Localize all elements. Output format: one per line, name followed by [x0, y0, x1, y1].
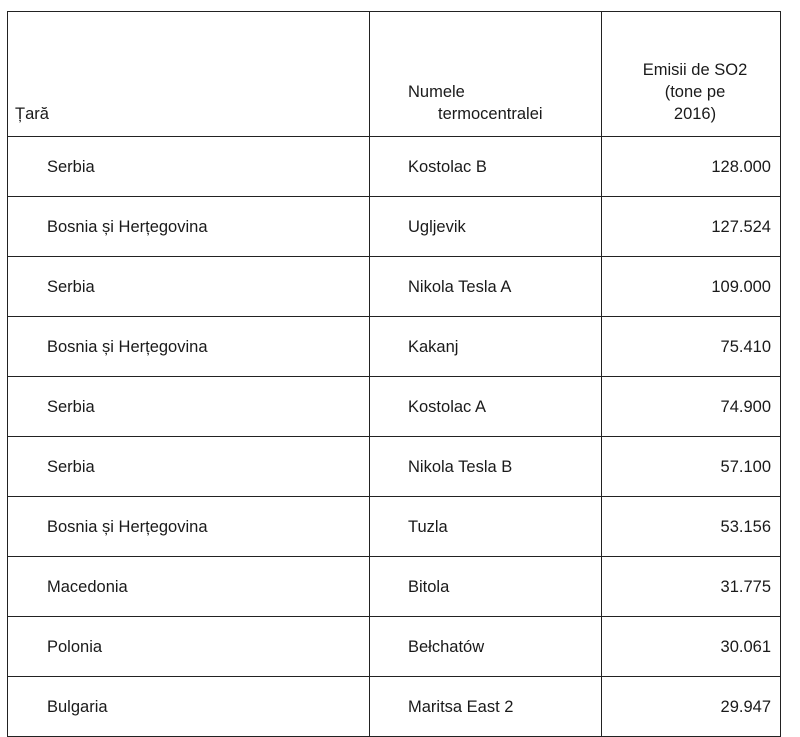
cell-emissions: 109.000 — [602, 257, 781, 317]
header-plant-line-2: termocentralei — [438, 105, 543, 123]
cell-country: Bosnia și Herțegovina — [8, 317, 370, 377]
cell-plant: Nikola Tesla B — [370, 437, 602, 497]
cell-emissions: 127.524 — [602, 197, 781, 257]
cell-plant: Maritsa East 2 — [370, 677, 602, 737]
cell-plant: Bełchatów — [370, 617, 602, 677]
cell-country: Serbia — [8, 257, 370, 317]
cell-plant: Kostolac A — [370, 377, 602, 437]
cell-country: Serbia — [8, 437, 370, 497]
cell-emissions: 31.775 — [602, 557, 781, 617]
cell-emissions: 29.947 — [602, 677, 781, 737]
cell-plant: Nikola Tesla A — [370, 257, 602, 317]
cell-country: Bosnia și Herțegovina — [8, 197, 370, 257]
table-row — [8, 677, 781, 737]
cell-emissions: 75.410 — [602, 317, 781, 377]
table-row — [8, 317, 781, 377]
header-country: Țară — [8, 12, 370, 137]
header-emissions-line-1: Emisii de SO2 — [642, 61, 748, 79]
cell-emissions: 53.156 — [602, 497, 781, 557]
cell-country: Bosnia și Herțegovina — [8, 497, 370, 557]
table-row — [8, 197, 781, 257]
cell-country: Polonia — [8, 617, 370, 677]
cell-country: Macedonia — [8, 557, 370, 617]
table-row — [8, 557, 781, 617]
table-row — [8, 257, 781, 317]
cell-country: Bulgaria — [8, 677, 370, 737]
table-row — [8, 437, 781, 497]
cell-emissions: 57.100 — [602, 437, 781, 497]
table-row — [8, 497, 781, 557]
cell-plant: Bitola — [370, 557, 602, 617]
table-row — [8, 137, 781, 197]
header-emissions — [602, 12, 781, 137]
cell-emissions: 30.061 — [602, 617, 781, 677]
cell-country: Serbia — [8, 137, 370, 197]
cell-country: Serbia — [8, 377, 370, 437]
header-plant-name — [370, 12, 602, 137]
header-emissions-line-2: (tone pe — [664, 83, 726, 101]
header-row — [8, 12, 781, 137]
header-plant-line-1: Numele — [408, 83, 465, 101]
cell-emissions: 128.000 — [602, 137, 781, 197]
cell-plant: Tuzla — [370, 497, 602, 557]
table-row — [8, 617, 781, 677]
table-row — [8, 377, 781, 437]
cell-plant: Kostolac B — [370, 137, 602, 197]
cell-emissions: 74.900 — [602, 377, 781, 437]
cell-plant: Ugljevik — [370, 197, 602, 257]
header-emissions-line-3: 2016) — [673, 105, 717, 123]
so2-emissions-table — [7, 11, 781, 737]
cell-plant: Kakanj — [370, 317, 602, 377]
